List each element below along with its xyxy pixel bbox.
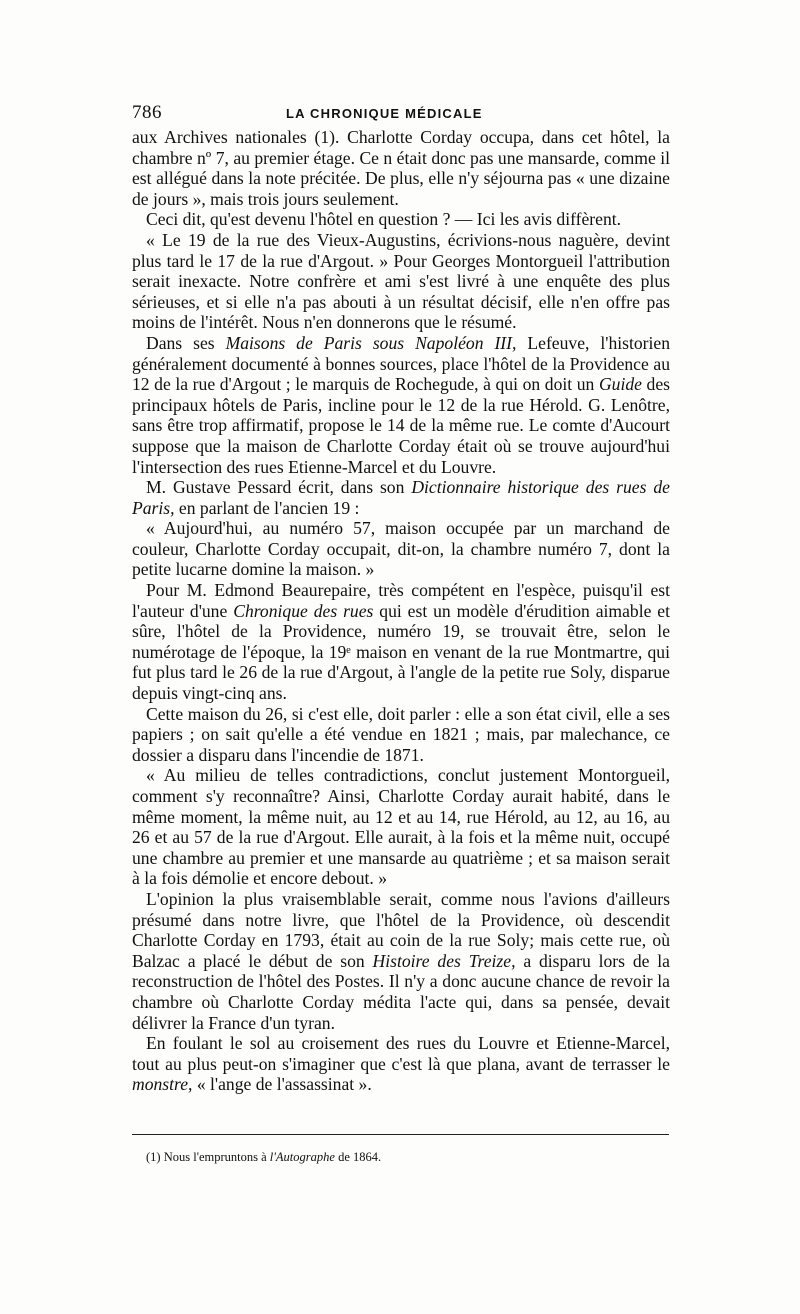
text-run: Pour M. Edmond Beaurepaire, très compétent en l'espèce, puisqu'il est l'auteur d'une bbox=[132, 580, 670, 621]
text-run: « Au milieu de telles contradictions, conclut justement Montorgueil, comment s'y reconnaître? Ainsi, Charlotte Corday aurait habité, dans le même moment, la même nuit, au 12 et au 14, rue Hérold, au 12, au 16, au 26 et au 57 de la rue d'Argout. Elle aurait, à la fois et la même nuit, occupé une chambre au premier et une mansarde au quatrième ; et sa maison serait à la fois démolie et encore debout. » bbox=[132, 765, 670, 889]
text-run: a disparu lors de la reconstruction de l'hôtel des Postes. Il n'y a donc aucune chance de revoir la chambre où Charlotte Corday médita l'acte qui, dans sa pensée, devait délivrer la France d'un tyran. bbox=[132, 950, 670, 1033]
text-run: aux Archives nationales (1). Charlotte Corday occupa, dans cet hôtel, la chambre nº 7, au premier étage. Ce n était donc pas une mansarde, comme il est allégué dans la note précitée. De plus, elle n'y séjourna pas « une dizaine de jours », mais trois jours seulement. bbox=[132, 127, 670, 209]
paragraph bbox=[132, 1033, 670, 1095]
italic-title: Guide bbox=[598, 374, 642, 395]
italic-title: Chronique des rues bbox=[233, 600, 374, 621]
paragraph bbox=[132, 477, 670, 518]
text-run: M. Gustave Pessard écrit, dans son bbox=[146, 477, 412, 498]
page-number: 786 bbox=[132, 102, 162, 123]
text-run: « l'ange de l'assassinat ». bbox=[192, 1074, 372, 1095]
paragraph bbox=[132, 333, 670, 477]
text-run: En foulant le sol au croisement des rues du Louvre et Etienne-Marcel, tout au plus peut-on s'imaginer que c'est là que plana, avant de terrasser le bbox=[132, 1033, 670, 1074]
text-run: des principaux hôtels de Paris, incline pour le 12 de la rue Hérold. G. Lenôtre, sans être trop affirmatif, propose le 14 de la même rue. Le comte d'Aucourt suppose que la maison de Charlotte Corday était où se trouve aujourd'hui l'intersection des rues Etienne-Marcel et du Louvre. bbox=[132, 374, 670, 477]
body-text bbox=[132, 127, 670, 1095]
text-run: Cette maison du 26, si c'est elle, doit parler : elle a son état civil, elle a ses papiers ; on sait qu'elle a été vendue en 1821 ; mais, par malechance, ce dossier a disparu dans l'incendie de 1871. bbox=[132, 703, 670, 765]
text-run: « Aujourd'hui, au numéro 57, maison occupée par un marchand de couleur, Charlotte Corday occupait, dit-on, la chambre numéro 7, dont la petite lucarne domine la maison. » bbox=[132, 518, 670, 580]
paragraph bbox=[132, 704, 670, 766]
text-run: Lefeuve, l'historien généralement documenté à bonnes sources, place l'hôtel de la Providence au 12 de la rue d'Argout ; le marquis de Rochegude, à qui on doit un bbox=[132, 332, 671, 395]
paragraph bbox=[132, 580, 670, 704]
italic-title: Maisons de Paris sous Napoléon III, bbox=[225, 332, 517, 353]
text-run: (1) Nous l'empruntons à bbox=[146, 1150, 270, 1164]
footnote bbox=[146, 1149, 666, 1165]
text-run: L'opinion la plus vraisemblable serait, comme nous l'avions d'ailleurs présumé dans notre livre, que l'hôtel de la Providence, où descendit Charlotte Corday en 1793, était au coin de la rue Soly; mais cette rue, où Balzac a placé le début de son bbox=[132, 888, 670, 971]
italic-title: Histoire des Treize, bbox=[372, 950, 516, 971]
paragraph bbox=[132, 765, 670, 889]
text-run: qui est un modèle d'érudition aimable et sûre, l'hôtel de la Providence, numéro 19, se trouvait être, selon le numérotage de l'époque, la 19ᵉ maison en venant de la rue Montmartre, qui fut plus tard le 26 de la rue d'Argout, à l'angle de la petite rue Soly, disparue depuis vingt-cinq ans. bbox=[132, 600, 671, 704]
running-title: LA CHRONIQUE MÉDICALE bbox=[286, 106, 483, 121]
paragraph bbox=[132, 889, 670, 1033]
page-header bbox=[132, 102, 670, 126]
italic-title: l'Autographe bbox=[269, 1150, 335, 1164]
text-run: de 1864. bbox=[334, 1150, 382, 1164]
paragraph bbox=[132, 230, 670, 333]
paragraph bbox=[132, 518, 670, 580]
footnote-rule bbox=[132, 1134, 669, 1135]
text-run: Dans ses bbox=[146, 332, 226, 353]
italic-title: monstre, bbox=[132, 1074, 193, 1095]
text-run: « Le 19 de la rue des Vieux-Augustins, écrivions-nous naguère, devint plus tard le 17 de la rue d'Argout. » Pour Georges Montorgueil l'attribution serait inexacte. Notre confrère et ami s'est livré à une enquête des plus sérieuses, et si elle n'a pas abouti à un résultat décisif, elle n'en offre pas moins de l'intérêt. Nous n'en donnerons que le résumé. bbox=[132, 229, 670, 333]
italic-title: Dictionnaire historique des rues de Paris, bbox=[132, 477, 670, 518]
text-run: Ceci dit, qu'est devenu l'hôtel en question ? — Ici les avis diffèrent. bbox=[146, 209, 622, 230]
text-run: en parlant de l'ancien 19 : bbox=[174, 497, 360, 518]
paragraph bbox=[132, 209, 670, 230]
paragraph bbox=[132, 127, 670, 209]
